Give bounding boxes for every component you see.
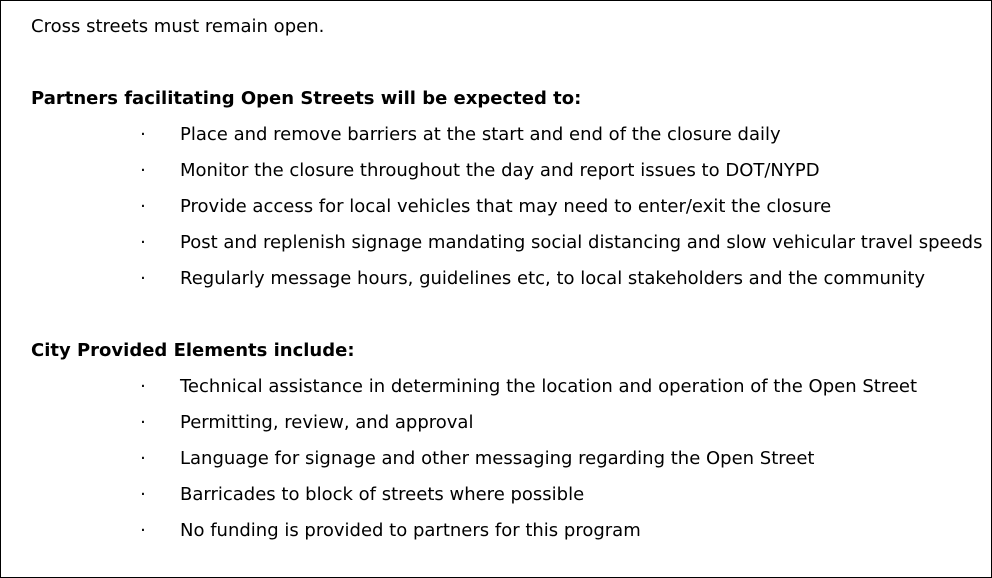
list-item: [31, 477, 981, 513]
list-item: [31, 153, 981, 189]
list-item: [31, 441, 981, 477]
bullet-icon: ·: [140, 124, 146, 145]
document-content: [31, 9, 981, 549]
bullet-icon: ·: [140, 376, 146, 397]
partners-heading: Partners facilitating Open Streets will be expected to:: [31, 88, 582, 109]
city-elements-heading: City Provided Elements include:: [31, 340, 355, 361]
bullet-icon: ·: [140, 484, 146, 505]
bullet-icon: ·: [140, 160, 146, 181]
bullet-icon: ·: [140, 232, 146, 253]
list-item-text: Language for signage and other messaging regarding the Open Street: [180, 448, 815, 469]
intro-line: Cross streets must remain open.: [31, 16, 325, 37]
list-item-text: No funding is provided to partners for this program: [180, 520, 641, 541]
list-item-text: Permitting, review, and approval: [180, 412, 474, 433]
list-item-text: Provide access for local vehicles that may need to enter/exit the closure: [180, 196, 832, 217]
bullet-icon: ·: [140, 196, 146, 217]
blank-line: [31, 45, 981, 81]
list-item-text: Post and replenish signage mandating social distancing and slow vehicular travel speeds: [180, 232, 983, 253]
partners-list: [31, 117, 981, 297]
list-item: [31, 405, 981, 441]
list-item: [31, 261, 981, 297]
city-elements-list: [31, 369, 981, 549]
list-item-text: Barricades to block of streets where possible: [180, 484, 585, 505]
list-item: [31, 369, 981, 405]
list-item: [31, 117, 981, 153]
list-item-text: Monitor the closure throughout the day and report issues to DOT/NYPD: [180, 160, 820, 181]
list-item-text: Regularly message hours, guidelines etc, to local stakeholders and the community: [180, 268, 926, 289]
list-item: [31, 225, 981, 261]
list-item-text: Technical assistance in determining the location and operation of the Open Street: [180, 376, 918, 397]
bullet-icon: ·: [140, 412, 146, 433]
bullet-icon: ·: [140, 520, 146, 541]
bullet-icon: ·: [140, 268, 146, 289]
list-item: [31, 189, 981, 225]
bullet-icon: ·: [140, 448, 146, 469]
blank-line: [31, 297, 981, 333]
list-item: [31, 513, 981, 549]
list-item-text: Place and remove barriers at the start and end of the closure daily: [180, 124, 781, 145]
